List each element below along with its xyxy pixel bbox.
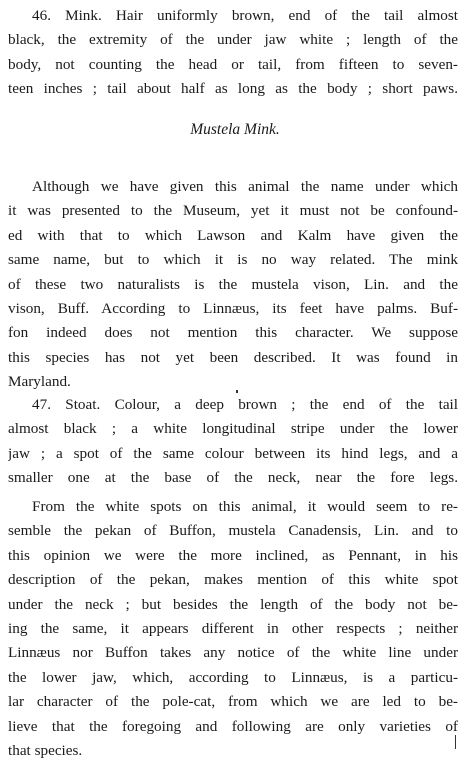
text-line: ing the same, it appears different in other respects ; neither	[8, 620, 458, 638]
text-line: Linnæus nor Buffon takes any notice of the white line under	[8, 644, 458, 662]
text-line: almost black ; a white longitudinal stripe under the lower	[8, 420, 458, 438]
text-line: this species has not yet been described. It was found in	[8, 348, 458, 366]
text-line: ed with that to which Lawson and Kalm have given the	[8, 226, 458, 244]
text-line: that species.	[8, 742, 83, 760]
text-line: under the neck ; but besides the length of the body not be-	[8, 595, 458, 613]
text-line: smaller one at the base of the neck, near the fore legs.	[8, 469, 458, 487]
print-speck	[455, 735, 456, 749]
mink-remarks-paragraph	[8, 175, 458, 395]
text-line: lar character of the pole-cat, from which we are led to be-	[8, 693, 458, 711]
text-line: 47. Stoat. Colour, a deep brown ; the end of the tail	[32, 396, 458, 413]
text-line: same name, but to which it is no way related. The mink	[8, 251, 458, 269]
text-line: description of the pekan, makes mention of this white spot	[8, 571, 458, 589]
entry-46-paragraph	[8, 4, 458, 102]
stoat-remarks-paragraph	[8, 495, 458, 763]
text-line: of these two naturalists is the mustela vison, Lin. and the	[8, 275, 458, 293]
text-line: body, not counting the head or tail, from fifteen to seven-	[8, 55, 458, 73]
print-speck	[236, 390, 238, 393]
text-line: Maryland.	[8, 373, 71, 391]
text-line: lieve that the foregoing and following are only varieties of	[8, 717, 458, 735]
text-line: it was presented to the Museum, yet it must not be confound-	[8, 202, 458, 220]
text-line: teen inches ; tail about half as long as the body ; short paws.	[8, 80, 458, 98]
text-line: Although we have given this animal the name under which	[32, 178, 458, 195]
text-line: this opinion we were the more inclined, as Pennant, in his	[8, 546, 458, 564]
text-line: vison, Buff. According to Linnæus, its feet have palms. Buf-	[8, 300, 458, 318]
text-line: black, the extremity of the under jaw white ; length of the	[8, 31, 458, 49]
text-line: the lower jaw, which, according to Linnæus, is a particu-	[8, 668, 458, 686]
text-line: fon indeed does not mention this character. We suppose	[8, 324, 458, 342]
entry-47-paragraph	[8, 393, 458, 491]
text-line: jaw ; a spot of the same colour between its hind legs, and a	[8, 444, 458, 462]
text-line: From the white spots on this animal, it would seem to re-	[32, 498, 458, 515]
text-line: semble the pekan of Buffon, mustela Canadensis, Lin. and to	[8, 522, 458, 540]
section-heading: Mustela Mink.	[190, 121, 280, 138]
text-line: 46. Mink. Hair uniformly brown, end of the tail almost	[32, 7, 458, 24]
